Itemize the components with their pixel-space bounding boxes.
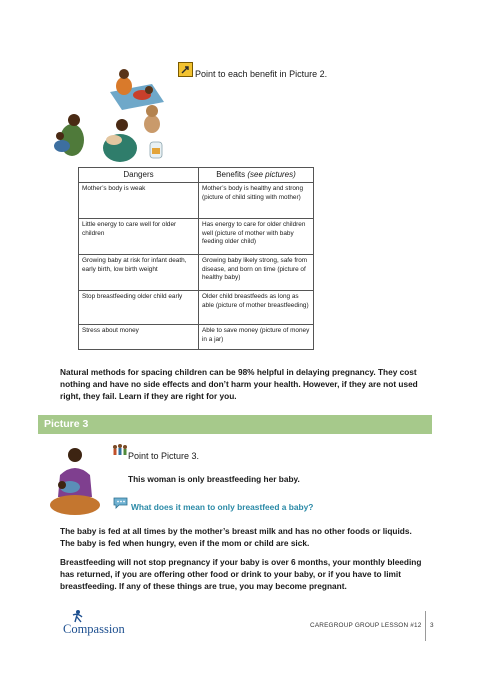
table-row [79,255,314,291]
page-number: 3 [430,622,434,629]
section-title: Picture 3 [44,418,89,430]
table-row [79,325,314,350]
benefit-cell: Growing baby likely strong, safe from disease, and born on time (picture of healthy baby) [199,255,314,291]
speech-bubble-icon [113,496,128,514]
danger-cell: Stress about money [79,325,199,350]
dangers-header: Dangers [79,168,199,183]
footer-divider [425,611,426,641]
table-row [79,219,314,255]
picture3-instruction-text: Point to Picture 3. [128,451,200,461]
benefits-header [199,168,314,183]
top-instruction-text: Point to each benefit in Picture 2. [195,69,328,79]
benefit-cell: Mother’s body is healthy and strong (picture of child sitting with mother) [199,183,314,219]
question-text: What does it mean to only breastfeed a baby? [131,502,314,512]
dangers-benefits-table [78,167,314,350]
danger-cell: Mother’s body is weak [79,183,199,219]
breastfeeding-woman-illustration [48,445,100,517]
danger-cell: Stop breastfeeding older child early [79,291,199,325]
benefit-cell: Able to save money (picture of money in a jar) [199,325,314,350]
benefit-cell: Has energy to care for older children well (picture of mother with baby feeding older child) [199,219,314,255]
group-pointing-icon [112,443,127,462]
compassion-logo-text: Compassion [63,622,125,636]
pointing-hand-icon [178,62,193,77]
picture3-caption: This woman is only breastfeeding her baby. [128,474,300,484]
benefits-illustration [52,62,174,166]
section-bar [38,415,432,434]
danger-cell: Growing baby at risk for infant death, early birth, low birth weight [79,255,199,291]
table-row [79,183,314,219]
benefit-cell: Older child breastfeeds as long as able (picture of mother breastfeeding) [199,291,314,325]
table-header-row [79,168,314,183]
fed-paragraph: The baby is fed at all times by the mother’s breast milk and has no other foods or liquids. The baby is fed when hungry, even if the mom or child are sick. [60,526,412,548]
danger-cell: Little energy to care well for older children [79,219,199,255]
natural-methods-paragraph: Natural methods for spacing children can be 98% helpful in delaying pregnancy. They cost nothing and have no side effects and don’t harm your health. However, if they are not used right, they fail. Learn if they are right for you. [60,367,418,401]
benefits-header-note: (see pictures) [247,170,296,179]
table-row [79,291,314,325]
benefits-header-main: Benefits [216,170,248,179]
lesson-label: CAREGROUP GROUP LESSON #12 [310,622,422,629]
pregnancy-paragraph: Breastfeeding will not stop pregnancy if your baby is over 6 months, your monthly bleeding has returned, if you are offering other food or drink to your baby, or if you have to limit breastfeeding. If any of these things are true, you may become pregnant. [60,557,422,591]
